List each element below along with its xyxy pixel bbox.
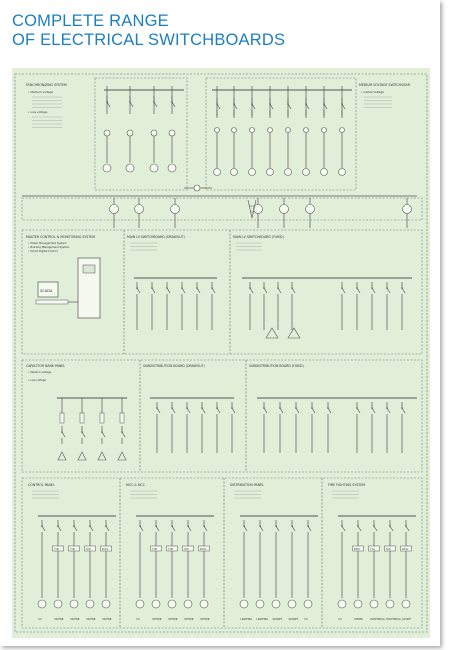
breaker-contact xyxy=(402,288,405,293)
breaker-contact xyxy=(102,432,105,437)
breaker-contact xyxy=(270,104,273,109)
load-label: SOCKET xyxy=(272,618,283,621)
contact-point xyxy=(151,287,153,289)
contact-point xyxy=(89,525,91,527)
transformer-symbol xyxy=(110,205,119,214)
load-symbol xyxy=(168,600,176,608)
breaker-contact xyxy=(82,432,85,437)
transformer-symbol xyxy=(135,205,144,214)
master-control-note: • Building Management System xyxy=(28,246,70,249)
contact-point xyxy=(386,407,388,409)
distribution-heading: DISTRIBUTION PANEL xyxy=(230,483,264,487)
contact-point xyxy=(41,525,43,527)
contact-point xyxy=(291,287,293,289)
breaker-contact xyxy=(172,526,175,531)
generator-symbol xyxy=(126,164,134,172)
starter-tag: S/S xyxy=(386,546,391,551)
contact-point xyxy=(181,287,183,289)
sub-fixed-heading: SUBDISTRIBUTION BOARD (FIXED) xyxy=(249,364,304,368)
load-symbol xyxy=(184,600,192,608)
control_panel-heading: CONTROL PANEL xyxy=(28,483,55,487)
capacitor-note: • Medium voltage xyxy=(28,371,52,374)
scada-label: SCADA xyxy=(40,289,53,293)
generator-symbol xyxy=(231,169,238,176)
contact-point xyxy=(263,287,265,289)
load-symbol xyxy=(38,600,46,608)
diagram-canvas xyxy=(12,68,430,638)
synchronizing-heading: SYNCHRONIZING SYSTEM xyxy=(26,83,67,87)
breaker-contact xyxy=(296,408,299,413)
contact-point xyxy=(405,525,407,527)
starter-tag: S/S xyxy=(86,546,91,551)
keyboard-icon xyxy=(36,300,68,304)
breaker-contact xyxy=(278,288,281,293)
load-symbol xyxy=(54,600,62,608)
breaker-contact xyxy=(152,288,155,293)
contact-point xyxy=(105,525,107,527)
load-symbol xyxy=(288,600,296,608)
load-label: MOTOR xyxy=(200,618,210,621)
breaker-contact xyxy=(372,408,375,413)
breaker-contact xyxy=(342,526,345,531)
breaker-contact xyxy=(264,408,267,413)
contact-point xyxy=(155,525,157,527)
load-symbol xyxy=(370,600,378,608)
load-label: MOTOR xyxy=(102,618,112,621)
contact-point xyxy=(231,407,233,409)
fire_fighting-heading: FIRE FIGHTING SYSTEM xyxy=(328,483,366,487)
contact-point xyxy=(287,103,289,105)
current-transformer xyxy=(340,128,345,133)
load-label: MOTOR xyxy=(152,618,162,621)
load-symbol xyxy=(136,600,144,608)
transformer-symbol xyxy=(280,205,289,214)
contact-point xyxy=(249,287,251,289)
contact-point xyxy=(311,407,313,409)
contact-point xyxy=(341,525,343,527)
load-symbol xyxy=(354,600,362,608)
contact-point xyxy=(323,103,325,105)
current-transformer xyxy=(151,130,157,136)
mcc-heading: MCC & MCC xyxy=(126,483,145,487)
contact-point xyxy=(307,525,309,527)
contact-point xyxy=(216,407,218,409)
contact-point xyxy=(156,407,158,409)
contact-point xyxy=(357,525,359,527)
load-label: UV xyxy=(338,618,342,621)
starter-tag: DOL xyxy=(200,546,207,551)
breaker-contact xyxy=(90,526,93,531)
starter-tag: DOL xyxy=(402,546,409,551)
contact-point xyxy=(263,407,265,409)
sub-drawout-heading: SUBDISTRIBUTION BOARD (DRAWOUT) xyxy=(143,364,205,368)
contact-point xyxy=(279,407,281,409)
generator-symbol xyxy=(285,169,292,176)
single-line-diagram xyxy=(12,68,430,638)
transformer-symbol xyxy=(306,205,315,214)
contact-point xyxy=(61,431,63,433)
contact-point xyxy=(216,103,218,105)
breaker-contact xyxy=(260,526,263,531)
contact-point xyxy=(187,525,189,527)
master-control-note: • Direct Digital Control xyxy=(28,250,58,253)
breaker-contact xyxy=(172,102,175,107)
current-transformer xyxy=(127,130,133,136)
contact-point xyxy=(203,525,205,527)
capacitor-symbol xyxy=(266,328,300,338)
master-control-note: • Power Management System xyxy=(28,242,67,245)
starter-tag: Y/A xyxy=(370,546,375,551)
contact-point xyxy=(171,101,173,103)
contact-point xyxy=(269,103,271,105)
breaker-contact xyxy=(106,526,109,531)
breaker-contact xyxy=(182,288,185,293)
current-transformer xyxy=(169,130,175,136)
generator-symbol xyxy=(103,164,111,172)
breaker-contact xyxy=(308,526,311,531)
contact-point xyxy=(186,407,188,409)
contact-point xyxy=(305,103,307,105)
breaker-contact xyxy=(197,288,200,293)
breaker-contact xyxy=(372,288,375,293)
contact-point xyxy=(73,525,75,527)
load-label: MOTOR xyxy=(86,618,96,621)
starter-tag: Y/D xyxy=(168,546,174,551)
current-transformer xyxy=(304,128,309,133)
breaker-contact xyxy=(264,288,267,293)
contact-point xyxy=(277,287,279,289)
contact-point xyxy=(121,431,123,433)
current-transformer xyxy=(250,128,255,133)
contact-point xyxy=(171,525,173,527)
fuse-symbol xyxy=(80,413,84,423)
fuse-symbol xyxy=(100,413,104,423)
contact-point xyxy=(243,525,245,527)
contact-point xyxy=(371,407,373,409)
capacitor-symbol xyxy=(78,452,86,460)
generator-symbol xyxy=(168,164,176,172)
load-symbol xyxy=(70,600,78,608)
breaker-contact xyxy=(107,102,110,107)
breaker-contact xyxy=(342,104,345,109)
synchronizing-note: • Medium voltage xyxy=(28,90,54,94)
load-symbol xyxy=(272,600,280,608)
load-symbol xyxy=(304,600,312,608)
breaker-contact xyxy=(234,104,237,109)
contact-point xyxy=(211,287,213,289)
starter-tag: DPC xyxy=(354,546,361,551)
load-label: MOTOR xyxy=(54,618,64,621)
capacitor-heading: CAPACITOR BANK PANEL xyxy=(26,364,66,368)
contact-point xyxy=(356,407,358,409)
breaker-contact xyxy=(187,408,190,413)
breaker-contact xyxy=(212,288,215,293)
contact-point xyxy=(389,525,391,527)
current-transformer xyxy=(286,128,291,133)
breaker-contact xyxy=(74,526,77,531)
starter-tag: Y/D xyxy=(152,546,158,551)
transformer-symbol xyxy=(403,205,412,214)
breaker-contact xyxy=(280,408,283,413)
load-symbol xyxy=(338,600,346,608)
breaker-contact xyxy=(140,526,143,531)
breaker-contact xyxy=(328,408,331,413)
current-transformer xyxy=(104,130,110,136)
contact-point xyxy=(106,101,108,103)
transformer-symbol xyxy=(171,205,180,214)
contact-point xyxy=(153,101,155,103)
load-label: LIGHTING xyxy=(240,618,252,621)
main-lv-fixed-heading: MAIN LV SWITCHBOARD (FIXED) xyxy=(233,235,284,239)
mv-switchgear-heading: MEDIUM VOLTAGE SWITCHGEAR xyxy=(359,83,410,87)
breaker-contact xyxy=(306,104,309,109)
breaker-contact xyxy=(402,408,405,413)
contact-point xyxy=(386,287,388,289)
generator-symbol xyxy=(150,164,158,172)
generator-symbol xyxy=(267,169,274,176)
current-transformer xyxy=(322,128,327,133)
contact-point xyxy=(136,287,138,289)
load-label: MOTOR xyxy=(70,618,80,621)
starter-tag: Y/D xyxy=(54,546,60,551)
breaker-contact xyxy=(137,288,140,293)
contact-point xyxy=(371,287,373,289)
breaker-contact xyxy=(122,432,125,437)
coupler-transformer xyxy=(194,185,200,191)
contact-point xyxy=(341,103,343,105)
breaker-contact xyxy=(406,526,409,531)
contact-point xyxy=(196,287,198,289)
contact-point xyxy=(356,287,358,289)
breaker-contact xyxy=(252,104,255,109)
main-lv-drawout-heading: MAIN LV SWITCHBOARD (DRAWOUT) xyxy=(127,235,185,239)
breaker-contact xyxy=(358,526,361,531)
breaker-contact xyxy=(292,526,295,531)
breaker-contact xyxy=(188,526,191,531)
title-line-1: COMPLETE RANGE xyxy=(12,12,169,30)
breaker-contact xyxy=(202,408,205,413)
breaker-contact xyxy=(217,408,220,413)
breaker-contact xyxy=(324,104,327,109)
breaker-contact xyxy=(156,526,159,531)
load-label: LIGHTING xyxy=(256,618,268,621)
load-label: UV xyxy=(38,618,42,621)
breaker-contact xyxy=(42,526,45,531)
load-symbol xyxy=(256,600,264,608)
load-symbol xyxy=(386,600,394,608)
contact-point xyxy=(139,525,141,527)
contact-point xyxy=(171,407,173,409)
breaker-contact xyxy=(58,526,61,531)
generator-symbol xyxy=(339,169,346,176)
breaker-contact xyxy=(387,288,390,293)
page-title xyxy=(12,12,285,50)
load-label: UV xyxy=(136,618,140,621)
current-transformer xyxy=(232,128,237,133)
contact-point xyxy=(341,287,343,289)
contact-point xyxy=(291,525,293,527)
contact-point xyxy=(101,431,103,433)
breaker-contact xyxy=(244,526,247,531)
fuse-symbol xyxy=(60,413,64,423)
load-label: ELECTRICAL xyxy=(386,618,401,621)
breaker-contact xyxy=(292,288,295,293)
load-label: MOTOR xyxy=(184,618,194,621)
generator-symbol xyxy=(214,169,221,176)
contact-point xyxy=(233,103,235,105)
breaker-contact xyxy=(390,526,393,531)
current-transformer xyxy=(268,128,273,133)
breaker-contact xyxy=(250,288,253,293)
breaker-contact xyxy=(204,526,207,531)
capacitor-symbol xyxy=(98,452,106,460)
breaker-contact xyxy=(217,104,220,109)
contact-point xyxy=(327,407,329,409)
contact-point xyxy=(401,287,403,289)
load-label: UV xyxy=(304,618,308,621)
breaker-contact xyxy=(288,104,291,109)
breaker-contact xyxy=(276,526,279,531)
starter-tag: Y/D xyxy=(70,546,76,551)
generator-symbol xyxy=(321,169,328,176)
load-symbol xyxy=(402,600,410,608)
breaker-contact xyxy=(357,288,360,293)
contact-point xyxy=(251,103,253,105)
contact-point xyxy=(259,525,261,527)
cabinet-display xyxy=(83,265,95,273)
load-symbol xyxy=(102,600,110,608)
master-control-heading: MASTER CONTROL & MONITORING SYSTEM xyxy=(26,235,95,239)
current-transformer xyxy=(215,128,220,133)
breaker-contact xyxy=(167,288,170,293)
breaker-contact xyxy=(62,432,65,437)
breaker-contact xyxy=(154,102,157,107)
mv-switchgear-panel-boundary xyxy=(206,78,356,190)
breaker-contact xyxy=(374,526,377,531)
starter-tag: S/S xyxy=(184,546,189,551)
load-label: JOCKEY xyxy=(402,618,412,621)
fuse-symbol xyxy=(120,413,124,423)
contact-point xyxy=(129,101,131,103)
breaker-contact xyxy=(172,408,175,413)
contact-point xyxy=(201,407,203,409)
contact-point xyxy=(57,525,59,527)
breaker-contact xyxy=(157,408,160,413)
load-label: MOTOR xyxy=(168,618,178,621)
breaker-contact xyxy=(387,408,390,413)
capacitor-symbol xyxy=(58,452,66,460)
breaker-contact xyxy=(342,288,345,293)
contact-point xyxy=(295,407,297,409)
title-line-2: OF ELECTRICAL SWITCHBOARDS xyxy=(12,31,286,49)
load-symbol xyxy=(200,600,208,608)
transformer-row-boundary xyxy=(22,198,422,220)
breaker-contact xyxy=(130,102,133,107)
capacitor-symbol xyxy=(118,452,126,460)
synchronizing-note: • Low voltage xyxy=(28,110,48,114)
load-label: ELECTRICAL xyxy=(370,618,385,621)
generator-symbol xyxy=(303,169,310,176)
capacitor-note: • Low voltage xyxy=(28,379,46,382)
generator-symbol xyxy=(249,169,256,176)
load-label: DIESEL xyxy=(354,618,363,621)
load-symbol xyxy=(152,600,160,608)
load-symbol xyxy=(86,600,94,608)
contact-point xyxy=(401,407,403,409)
starter-tag: DOL xyxy=(102,546,109,551)
contact-point xyxy=(373,525,375,527)
contact-point xyxy=(275,525,277,527)
contact-point xyxy=(166,287,168,289)
breaker-contact xyxy=(312,408,315,413)
breaker-contact xyxy=(357,408,360,413)
breaker-contact xyxy=(232,408,235,413)
contact-point xyxy=(81,431,83,433)
load-symbol xyxy=(240,600,248,608)
load-label: SOCKET xyxy=(288,618,299,621)
mv-switchgear-note: • Global Voltage xyxy=(361,90,384,94)
